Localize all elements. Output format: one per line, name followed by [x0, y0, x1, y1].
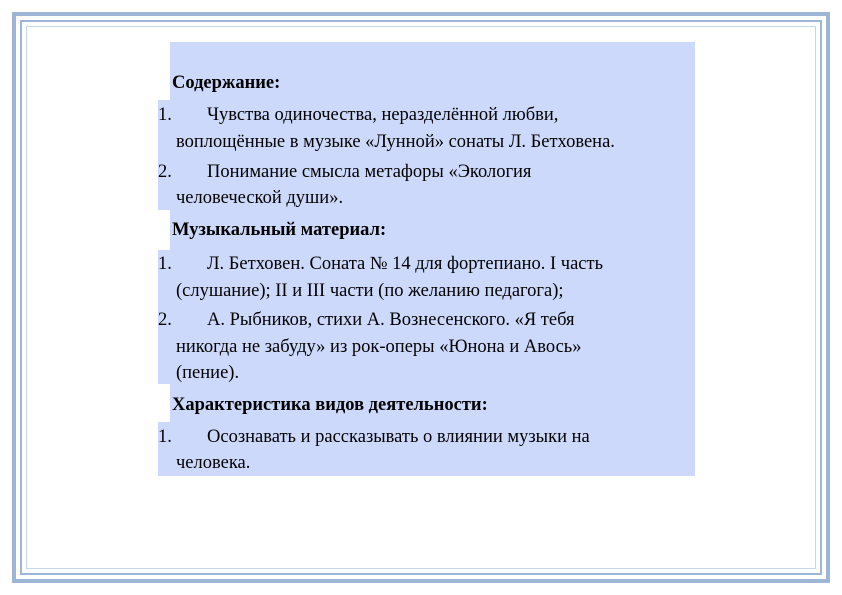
list-item-number: 1. [158, 254, 172, 274]
list-item-text: человеческой души». [176, 188, 344, 208]
list-item-number: 2. [158, 162, 172, 182]
list-item-text: Л. Бетховен. Соната № 14 для фортепиано. I часть [207, 254, 604, 274]
list-item-text: человека. [176, 453, 251, 473]
list-item-text: (пение). [176, 363, 240, 383]
list-item-text: Осознавать и рассказывать о влиянии музыки на [207, 427, 590, 447]
list-item-number: 2. [158, 310, 172, 330]
list-item-text: А. Рыбников, стихи А. Вознесенского. «Я тебя [207, 310, 575, 330]
list-item-text: воплощённые в музыке «Лунной» сонаты Л. Бетховена. [176, 132, 615, 152]
section-heading-content: Содержание: [172, 73, 281, 93]
list-item-text: (слушание); II и III части (по желанию педагога); [176, 281, 564, 301]
list-item-text: Понимание смысла метафоры «Экология [207, 162, 532, 182]
section-heading-music-material: Музыкальный материал: [172, 220, 387, 240]
list-item-number: 1. [158, 105, 172, 125]
section-heading-activity-types: Характеристика видов деятельности: [172, 395, 488, 415]
list-item-text: никогда не забуду» из рок-оперы «Юнона и Авось» [176, 337, 582, 357]
list-item-number: 1. [158, 427, 172, 447]
highlight-band [170, 42, 695, 70]
list-item-text: Чувства одиночества, неразделённой любви, [207, 105, 559, 125]
